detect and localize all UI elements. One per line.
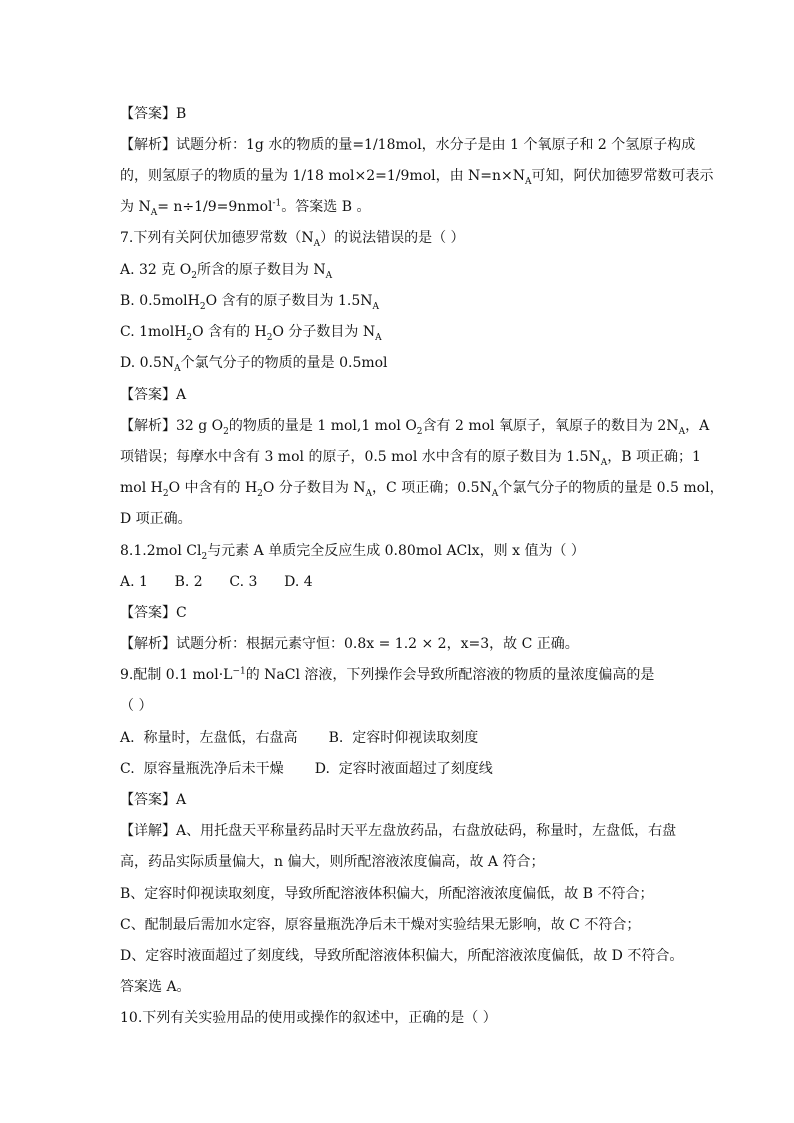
question-8: 8.1.2mol $Cl_2$与元素 A 单质完全反应生成 0.80mol AClx，则 x 值为（ ） [120,543,585,562]
answer-label: 【答案】A [120,387,187,403]
detail-line: 高，药品实际质量偏大，n 偏大，则所配溶液浓度偏高，故 A 符合； [120,854,545,870]
question-9: 9.配制 0.1 $mol\cdot L^{-1}$的 NaCl 溶液，下列操作会导致所配溶液的物质的量浓度偏高的是 [120,666,655,683]
options-q9-ab: A. 称量时，左盘低，右盘高 B. 定容时仰视读取刻度 [120,730,479,746]
options-q8: A. 1 B. 2 C. 3 D. 4 [120,574,313,590]
analysis-line: 为 $N_A=$ n÷1/9=9nmol$^{-1}$。答案选 B 。 [120,198,371,218]
analysis-line: 的，则氢原子的物质的量为 1/18 mol×2=1/9mol，由 $N=n\times N_A$可知，阿伏加德罗常数可表示 [120,168,714,187]
detail-line: C、配制最后需加水定容，原容量瓶洗净后未干燥对实验结果无影响，故 C 不符合； [120,917,641,933]
analysis-line: D 项正确。 [120,511,192,527]
detail-line: 答案选 A。 [120,979,191,995]
answer-label: 【答案】B [120,106,187,122]
analysis-line: 【解析】试题分析：1g 水的物质的量=1/18mol，水分子是由 1 个氧原子和 2 个氢原子构成 [120,137,696,153]
analysis-line: 【解析】32 g $O_2$的物质的量是 1 mol,1 mol $O_2$含有 2 mol 氧原子，氧原子的数目为 $2N_A$，A [120,418,710,437]
answer-label: 【答案】C [120,605,187,621]
answer-label: 【答案】A [120,792,187,808]
option-a: A. 32 克 $O_2$所含的原子数目为 $N_A$ [120,262,333,281]
option-b: B. 0.5molH$_2$O 含有的原子数目为 $1.5N_A$ [120,293,379,312]
analysis-line: 项错误；每摩水中含有 3 mol 的原子，0.5 mol 水中含有的原子数目为 $1.5N_A$，B 项正确；1 [120,449,701,468]
detail-line: D、定容时液面超过了刻度线，导致所配溶液体积偏大，所配溶液浓度偏低，故 D 不符合。 [120,948,684,964]
options-q9-cd: C. 原容量瓶洗净后未干燥 D. 定容时液面超过了刻度线 [120,761,493,777]
detail-line: 【详解】A、用托盘天平称量药品时天平左盘放药品，右盘放砝码，称量时，左盘低，右盘 [120,823,677,839]
question-7: 7.下列有关阿伏加德罗常数$(N_A)$的说法错误的是（ ） [120,230,465,249]
analysis-line: mol $H_2O$ 中含有的 $H_2O$ 分子数目为 $N_A$，C 项正确；$0.5N_A$个氯气分子的物质的量是 0.5 mol， [120,480,724,499]
detail-line: B、定容时仰视读取刻度，导致所配溶液体积偏大，所配溶液浓度偏低，故 B 不符合； [120,886,654,902]
option-d: D. $0.5N_A$个氯气分子的物质的量是 0.5mol [120,355,388,374]
option-c: C. 1molH$_2$O 含有的 $H_2O$ 分子数目为 $N_A$ [120,324,382,343]
question-10: 10.下列有关实验用品的使用或操作的叙述中，正确的是（ ） [120,1010,497,1026]
question-9-paren: （ ） [120,698,153,714]
analysis-line: 【解析】试题分析：根据元素守恒：0.8x = 1.2 × 2，x=3，故 C 正确。 [120,636,579,652]
